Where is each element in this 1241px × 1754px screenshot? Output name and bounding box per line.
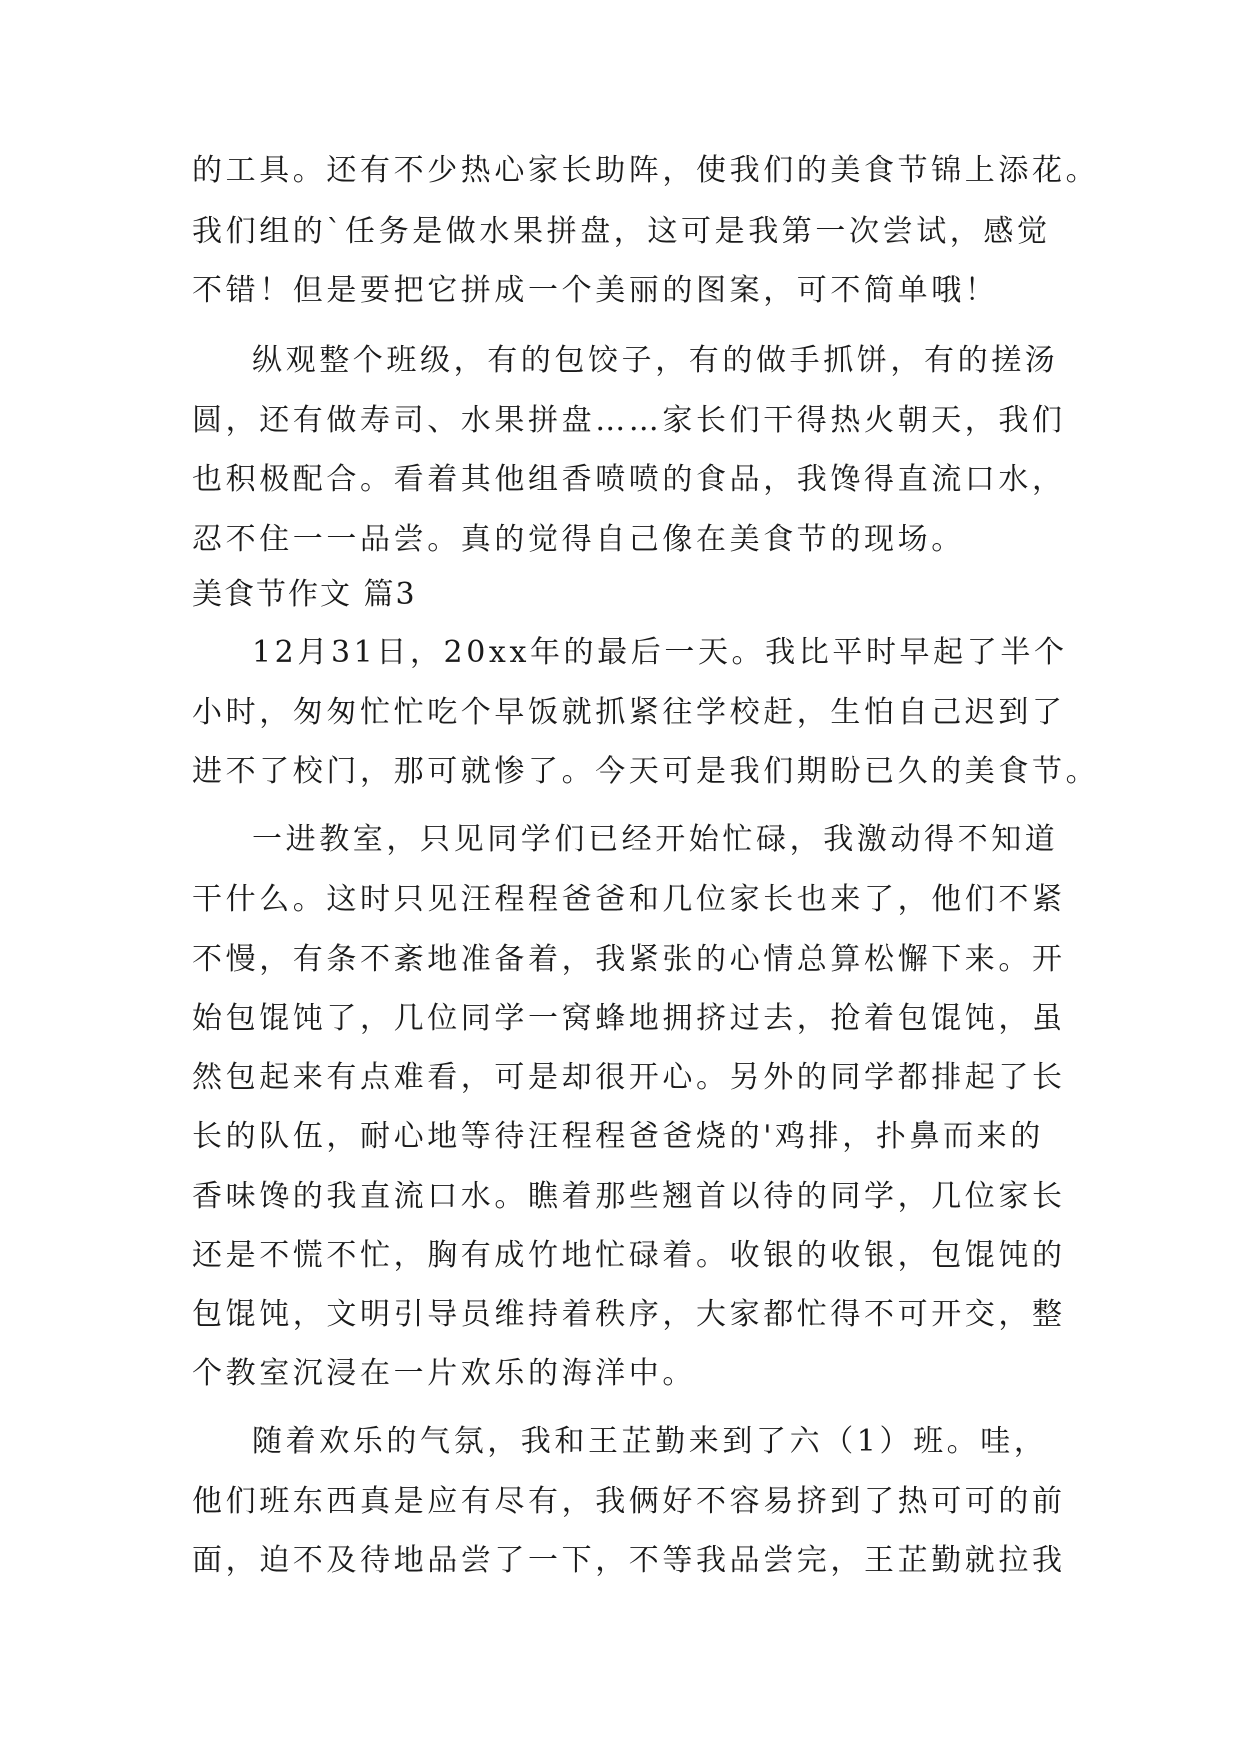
section-heading: 美食节作文 篇3	[192, 577, 417, 612]
paragraph-first-line: 纵观整个班级，有的包饺子，有的做手抓饼，有的搓汤	[252, 343, 1059, 378]
text-line: 忍不住一一品尝。真的觉得自己像在美食节的现场。	[192, 522, 965, 557]
text-line: 干什么。这时只见汪程程爸爸和几位家长也来了，他们不紧	[192, 882, 1066, 917]
paragraph-first-line: 随着欢乐的气氛，我和王芷勤来到了六（1）班。哇，	[252, 1424, 1048, 1459]
text-line: 我们组的`任务是做水果拼盘，这可是我第一次尝试，感觉	[192, 214, 1051, 249]
paragraph-first-line: 一进教室，只见同学们已经开始忙碌，我激动得不知道	[252, 822, 1059, 857]
text-line: 也积极配合。看着其他组香喷喷的食品，我馋得直流口水，	[192, 462, 1066, 497]
text-line: 长的队伍，耐心地等待汪程程爸爸烧的'鸡排，扑鼻而来的	[192, 1119, 1044, 1154]
text-line: 个教室沉浸在一片欢乐的海洋中。	[192, 1356, 696, 1391]
text-line: 面，迫不及待地品尝了一下，不等我品尝完，王芷勤就拉我	[192, 1543, 1066, 1578]
paragraph-first-line: 12月31日，20xx年的最后一天。我比平时早起了半个	[252, 635, 1068, 670]
text-line: 不错！但是要把它拼成一个美丽的图案，可不简单哦！	[192, 273, 999, 308]
text-line: 圆，还有做寿司、水果拼盘……家长们干得热火朝天，我们	[192, 403, 1066, 438]
text-line: 还是不慌不忙，胸有成竹地忙碌着。收银的收银，包馄饨的	[192, 1238, 1066, 1273]
text-line: 的工具。还有不少热心家长助阵，使我们的美食节锦上添花。	[192, 153, 1100, 188]
text-line: 然包起来有点难看，可是却很开心。另外的同学都排起了长	[192, 1060, 1066, 1095]
text-line: 小时，匆匆忙忙吃个早饭就抓紧往学校赶，生怕自己迟到了	[192, 695, 1066, 730]
text-line: 香味馋的我直流口水。瞧着那些翘首以待的同学，几位家长	[192, 1179, 1066, 1214]
text-line: 进不了校门，那可就惨了。今天可是我们期盼已久的美食节。	[192, 754, 1100, 789]
text-line: 包馄饨，文明引导员维持着秩序，大家都忙得不可开交，整	[192, 1297, 1066, 1332]
text-line: 他们班东西真是应有尽有，我俩好不容易挤到了热可可的前	[192, 1484, 1066, 1519]
text-line: 始包馄饨了，几位同学一窝蜂地拥挤过去，抢着包馄饨，虽	[192, 1001, 1066, 1036]
text-line: 不慢，有条不紊地准备着，我紧张的心情总算松懈下来。开	[192, 942, 1066, 977]
